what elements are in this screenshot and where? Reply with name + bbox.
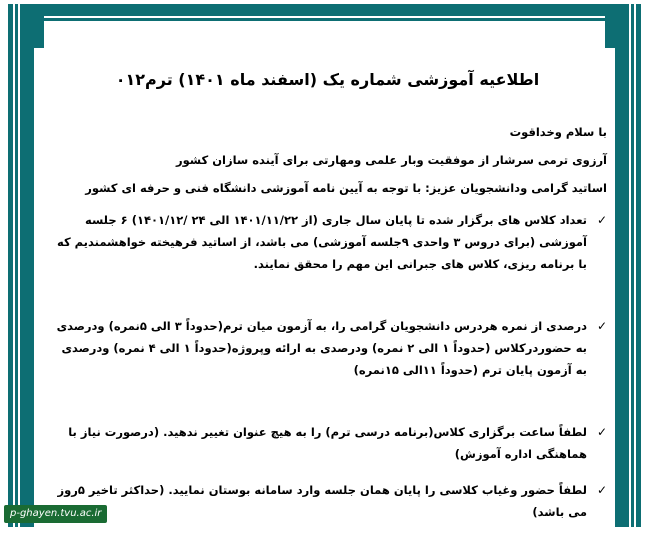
intro-line: اساتید گرامی ودانشجویان عزیز: با توجه به آیین نامه آموزشی دانشگاه فنی و حرفه ای کشور [85, 181, 607, 195]
list-item-text: لطفاً ساعت برگزاری کلاس(برنامه درسی ترم) را به هیچ عنوان تغییر ندهید. (درصورت نیاز با هماهنگی اداره آموزش) [68, 425, 587, 461]
decorative-border-left [8, 4, 34, 527]
check-icon: ✓ [596, 213, 607, 227]
list-item [48, 421, 607, 465]
list-item [48, 209, 607, 275]
check-icon: ✓ [596, 319, 607, 333]
page-frame [8, 4, 641, 527]
list-item [48, 315, 607, 381]
check-icon: ✓ [596, 483, 607, 497]
site-watermark: p-ghayen.tvu.ac.ir [4, 505, 107, 523]
check-icon: ✓ [596, 425, 607, 439]
greeting-line: با سلام وخداقوت [509, 125, 607, 139]
decorative-border-top [34, 4, 615, 48]
decorative-corner [34, 16, 44, 48]
decorative-border-right [615, 4, 641, 527]
list-item [48, 479, 607, 523]
announcement-title: اطلاعیه آموزشی شماره یک (اسفند ماه ۱۴۰۱) ترم۰۱۲ [115, 70, 540, 89]
wish-line: آرزوی ترمی سرشار از موفقیت وبار علمی ومهارتی برای آینده سازان کشور [175, 153, 607, 167]
list-item-text: درصدی از نمره هردرس دانشجویان گرامی را، به آزمون میان ترم(حدوداً ۳ الی ۵نمره) ودرصدی به حضوردرکلاس (حدوداً ۱ الی ۲ نمره) ودرصدی به ارائه وپروژه(حدوداً ۱ الی ۴ نمره) ودرصدی به آزمون پایان ترم (حدوداً ۱۱الی ۱۵نمره) [56, 319, 587, 377]
list-item-text: لطفاً حضور وغیاب کلاسی را پایان همان جلسه وارد سامانه بوستان نمایید. (حداکثر تاخیر ۵روز می باشد) [57, 483, 587, 519]
list-item-text: تعداد کلاس های برگزار شده تا پایان سال جاری (از ۱۴۰۱/۱۱/۲۲ الی ۲۴ /۱۴۰۱/۱۲) ۶ جلسه آموزشی (برای دروس ۳ واحدی ۹جلسه آموزشی) می باشد، از اساتید فرهیخته خواهشمندیم که با برنامه ریزی، کلاس های جبرانی این مهم را محقق نمایند. [57, 213, 587, 271]
announcement-body [48, 44, 607, 527]
